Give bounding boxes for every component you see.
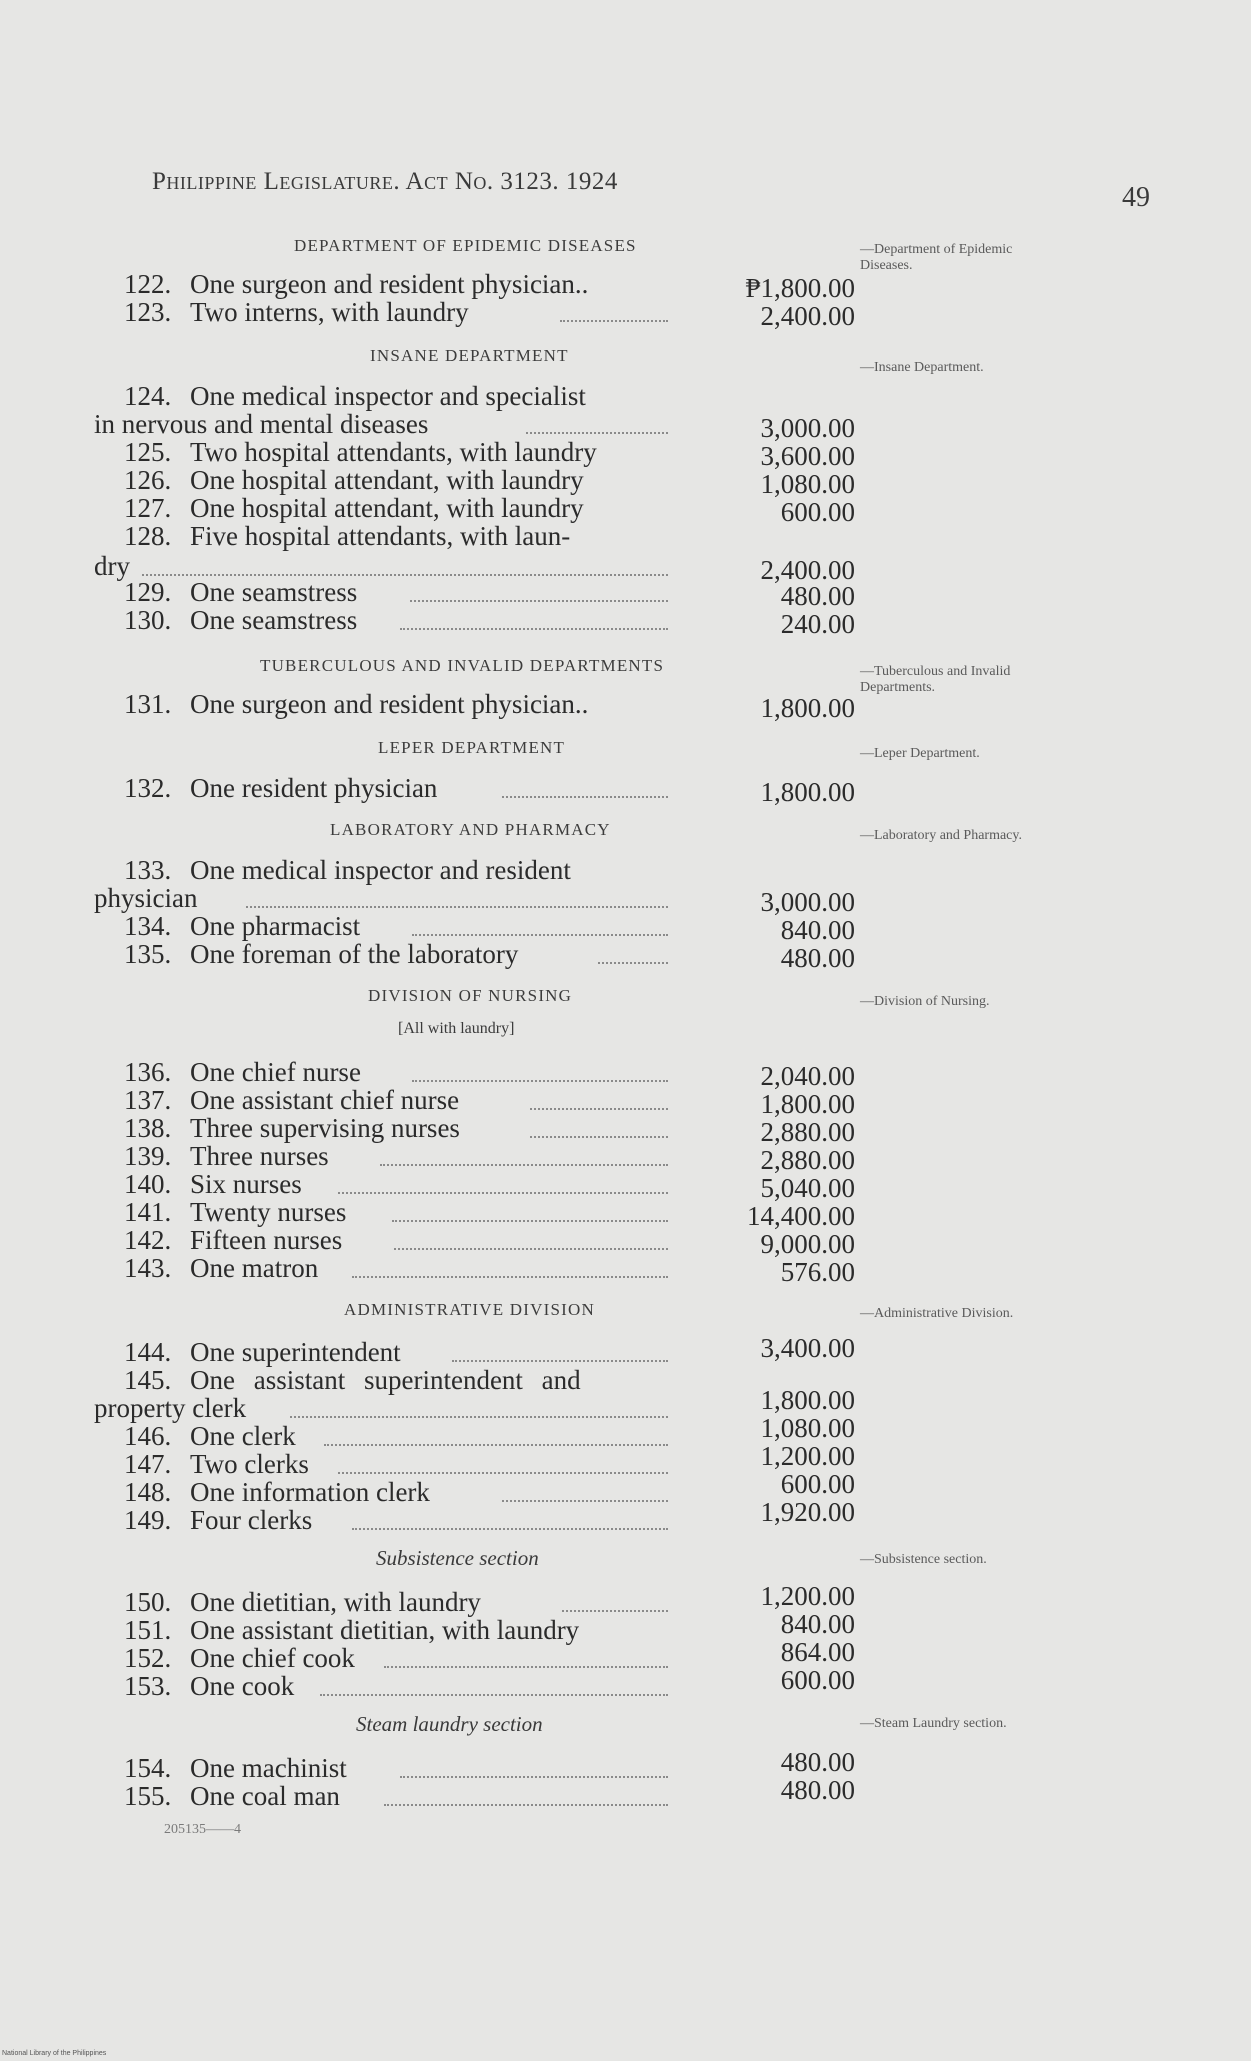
item-text: Fifteen nurses	[190, 1225, 343, 1255]
item-number: 136.	[124, 1057, 172, 1087]
print-code: 205135——4	[164, 1822, 241, 1837]
page-number: 49	[1122, 182, 1150, 213]
item-text: One seamstress	[190, 605, 358, 635]
section-heading-leper: LEPER DEPARTMENT	[378, 738, 566, 757]
item-amount: 2,040.00	[760, 1061, 855, 1091]
leader-dots	[352, 1274, 668, 1278]
leader-dots	[412, 1078, 668, 1082]
section-heading-tuberculous: TUBERCULOUS AND INVALID DEPARTMENTS	[260, 656, 665, 675]
item-number: 144.	[124, 1337, 172, 1367]
leader-dots	[338, 1190, 668, 1194]
leader-dots	[598, 960, 668, 964]
item-text: One chief nurse	[190, 1057, 361, 1087]
item-number: 131.	[124, 689, 172, 719]
item-amount: 3,000.00	[760, 887, 855, 917]
leader-dots	[502, 794, 668, 798]
item-text: One foreman of the laboratory	[190, 939, 519, 969]
item-number: 151.	[124, 1615, 172, 1645]
item-amount: 1,800.00	[760, 777, 855, 807]
leader-dots	[246, 904, 668, 908]
item-amount: 600.00	[780, 1665, 855, 1695]
item-text: Three supervising nurses	[190, 1113, 460, 1143]
item-text: One coal man	[190, 1781, 340, 1811]
item-number: 134.	[124, 911, 172, 941]
item-text: Twenty nurses	[190, 1197, 347, 1227]
section-heading-administrative: ADMINISTRATIVE DIVISION	[344, 1300, 595, 1319]
item-amount: 864.00	[780, 1637, 855, 1667]
item-amount: 840.00	[780, 1609, 855, 1639]
item-text: One assistant superintendent and	[190, 1365, 581, 1395]
leader-dots	[392, 1218, 668, 1222]
margin-note-leper: —Leper Department.	[860, 746, 980, 761]
margin-note-administrative: —Administrative Division.	[860, 1306, 1014, 1321]
item-text: Five hospital attendants, with laun-	[190, 521, 571, 551]
item-number: 122.	[124, 269, 172, 299]
margin-note-laundry: —Steam Laundry section.	[860, 1716, 1007, 1731]
item-number: 126.	[124, 465, 172, 495]
leader-dots	[384, 1802, 668, 1806]
item-number: 153.	[124, 1671, 172, 1701]
item-text: One clerk	[190, 1421, 296, 1451]
item-amount: 1,800.00	[760, 1385, 855, 1415]
section-heading-nursing: DIVISION OF NURSING	[368, 986, 573, 1005]
item-amount: ₱1,800.00	[745, 273, 855, 303]
margin-note-subsistence: —Subsistence section.	[860, 1552, 987, 1567]
leader-dots	[530, 1134, 668, 1138]
item-amount: 9,000.00	[760, 1229, 855, 1259]
item-text: One dietitian, with laundry	[190, 1587, 481, 1617]
item-number: 135.	[124, 939, 172, 969]
item-amount: 600.00	[780, 497, 855, 527]
leader-dots	[324, 1442, 668, 1446]
item-amount: 1,080.00	[760, 1413, 855, 1443]
item-number: 141.	[124, 1197, 172, 1227]
margin-note-nursing: —Division of Nursing.	[860, 994, 990, 1009]
item-text: One seamstress	[190, 577, 358, 607]
item-amount: 3,000.00	[760, 413, 855, 443]
item-text: One chief cook	[190, 1643, 355, 1673]
item-number: 142.	[124, 1225, 172, 1255]
item-text: Four clerks	[190, 1505, 313, 1535]
item-text: Two interns, with laundry	[190, 297, 469, 327]
item-number: 149.	[124, 1505, 172, 1535]
item-number: 150.	[124, 1587, 172, 1617]
item-number: 143.	[124, 1253, 172, 1283]
leader-dots	[560, 318, 668, 322]
leader-dots	[562, 1608, 668, 1612]
item-amount: 480.00	[780, 943, 855, 973]
margin-note-laboratory: —Laboratory and Pharmacy.	[860, 828, 1022, 843]
item-amount: 576.00	[780, 1257, 855, 1287]
leader-dots	[526, 430, 668, 434]
item-amount: 480.00	[780, 1747, 855, 1777]
item-number: 127.	[124, 493, 172, 523]
item-text-continued: physician	[94, 883, 198, 913]
item-text: One assistant dietitian, with laundry	[190, 1615, 580, 1645]
leader-dots	[384, 1664, 668, 1668]
leader-dots	[400, 1774, 668, 1778]
item-text: One cook	[190, 1671, 295, 1701]
leader-dots	[142, 572, 668, 576]
item-number: 128.	[124, 521, 172, 551]
item-number: 137.	[124, 1085, 172, 1115]
section-heading-insane: INSANE DEPARTMENT	[370, 346, 569, 365]
leader-dots	[400, 626, 668, 630]
item-amount: 5,040.00	[760, 1173, 855, 1203]
item-number: 130.	[124, 605, 172, 635]
item-text: One surgeon and resident physician..	[190, 269, 589, 299]
item-text: One medical inspector and resident	[190, 855, 571, 885]
leader-dots	[530, 1106, 668, 1110]
item-text: One assistant chief nurse	[190, 1085, 460, 1115]
item-number: 147.	[124, 1449, 172, 1479]
item-number: 132.	[124, 773, 172, 803]
item-number: 145.	[124, 1365, 172, 1395]
item-amount: 2,400.00	[760, 555, 855, 585]
item-amount: 1,920.00	[760, 1497, 855, 1527]
item-number: 138.	[124, 1113, 172, 1143]
item-number: 139.	[124, 1141, 172, 1171]
item-text: Six nurses	[190, 1169, 302, 1199]
item-text: One surgeon and resident physician..	[190, 689, 589, 719]
item-text: One pharmacist	[190, 911, 361, 941]
item-number: 129.	[124, 577, 172, 607]
item-amount: 2,880.00	[760, 1145, 855, 1175]
item-text: One machinist	[190, 1753, 347, 1783]
item-text: Two clerks	[190, 1449, 309, 1479]
item-number: 152.	[124, 1643, 172, 1673]
item-amount: 480.00	[780, 581, 855, 611]
item-text: One information clerk	[190, 1477, 430, 1507]
item-amount: 600.00	[780, 1469, 855, 1499]
item-text: One matron	[190, 1253, 319, 1283]
item-amount: 2,400.00	[760, 301, 855, 331]
item-text: One superintendent	[190, 1337, 401, 1367]
item-number: 125.	[124, 437, 172, 467]
leader-dots	[338, 1470, 668, 1474]
item-text: One resident physician	[190, 773, 438, 803]
item-number: 140.	[124, 1169, 172, 1199]
item-number: 154.	[124, 1753, 172, 1783]
item-amount: 1,200.00	[760, 1581, 855, 1611]
item-amount: 3,400.00	[760, 1333, 855, 1363]
item-amount: 1,800.00	[760, 693, 855, 723]
item-text-continued: dry	[94, 551, 130, 581]
item-amount: 3,600.00	[760, 441, 855, 471]
leader-dots	[394, 1246, 668, 1250]
leader-dots	[410, 598, 668, 602]
item-number: 146.	[124, 1421, 172, 1451]
item-text-continued: in nervous and mental diseases	[94, 409, 429, 439]
item-text: One medical inspector and specialist	[190, 381, 586, 411]
item-text: Three nurses	[190, 1141, 329, 1171]
margin-note-tuberculous: —Tuberculous and Invalid Departments.	[860, 664, 1011, 695]
item-number: 123.	[124, 297, 172, 327]
item-amount: 1,080.00	[760, 469, 855, 499]
item-text: One hospital attendant, with laundry	[190, 493, 584, 523]
item-amount: 1,800.00	[760, 1089, 855, 1119]
section-subheading-nursing: [All with laundry]	[398, 1020, 515, 1037]
section-heading-laundry: Steam laundry section	[356, 1712, 543, 1736]
section-heading-subsistence: Subsistence section	[376, 1546, 539, 1570]
library-stamp: National Library of the Philippines	[2, 2050, 107, 2057]
section-heading-epidemic: DEPARTMENT OF EPIDEMIC DISEASES	[294, 236, 637, 255]
item-number: 124.	[124, 381, 172, 411]
item-amount: 840.00	[780, 915, 855, 945]
section-heading-laboratory: LABORATORY AND PHARMACY	[330, 820, 611, 839]
leader-dots	[320, 1692, 668, 1696]
leader-dots	[352, 1526, 668, 1530]
item-number: 155.	[124, 1781, 172, 1811]
item-text-continued: property clerk	[94, 1393, 247, 1423]
running-head: Philippine Legislature. Act No. 3123. 1924	[152, 168, 618, 195]
item-text: Two hospital attendants, with laundry	[190, 437, 597, 467]
item-text: One hospital attendant, with laundry	[190, 465, 584, 495]
leader-dots	[452, 1358, 668, 1362]
leader-dots	[502, 1498, 668, 1502]
leader-dots	[380, 1162, 668, 1166]
item-amount: 2,880.00	[760, 1117, 855, 1147]
item-amount: 240.00	[780, 609, 855, 639]
margin-note-insane: —Insane Department.	[860, 360, 984, 375]
leader-dots	[412, 932, 668, 936]
margin-note-epidemic: —Department of Epidemic Diseases.	[860, 242, 1013, 273]
leader-dots	[290, 1414, 668, 1418]
item-amount: 1,200.00	[760, 1441, 855, 1471]
item-number: 133.	[124, 855, 172, 885]
item-number: 148.	[124, 1477, 172, 1507]
item-amount: 480.00	[780, 1775, 855, 1805]
item-amount: 14,400.00	[747, 1201, 855, 1231]
